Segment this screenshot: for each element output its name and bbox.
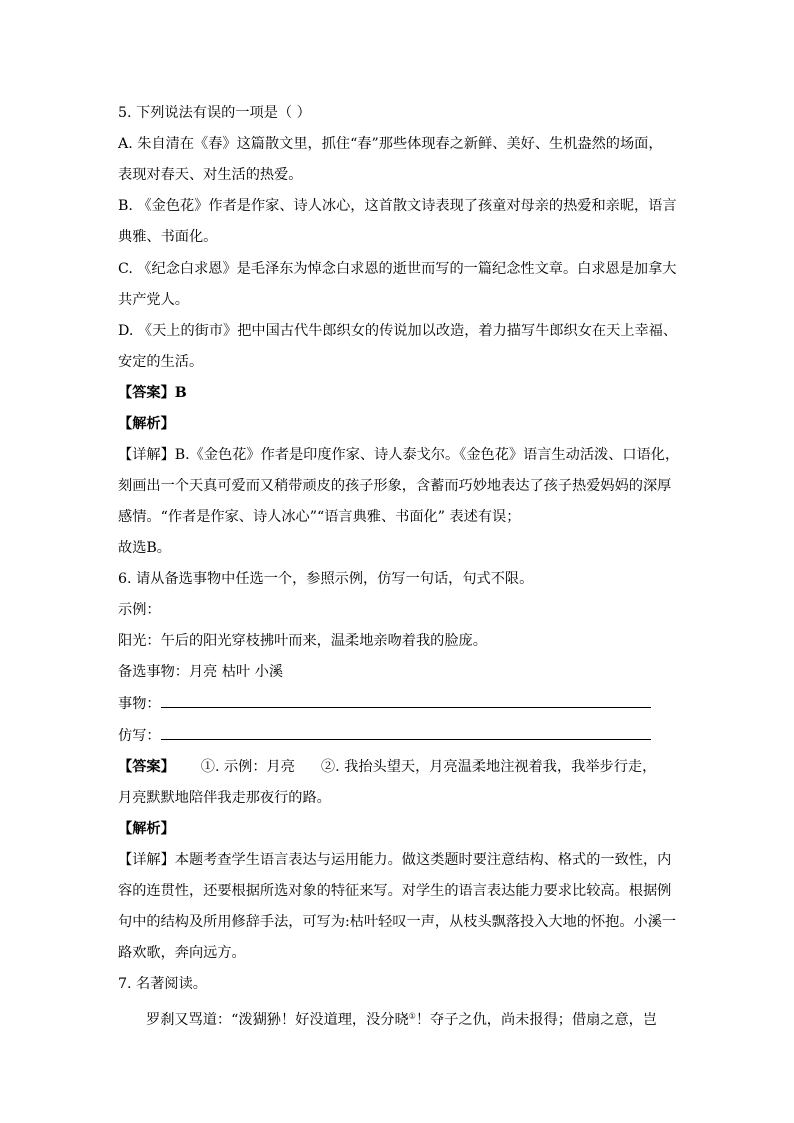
q6-analysis-heading: 【解析】	[118, 821, 175, 837]
q5-option-a-line2: 表现对春天、对生活的热爱。	[118, 167, 303, 183]
q6-answer-label: 【答案】	[118, 759, 175, 775]
q5-answer: 【答案】B	[118, 385, 187, 401]
q6-item-row	[118, 693, 678, 714]
q5-detail-line3: 感情。“作者是作家、诗人冰心”“语言典雅、书面化” 表述有误；	[118, 509, 521, 525]
q7-passage-line1	[146, 1010, 706, 1030]
q5-conclusion: 故选B。	[118, 540, 171, 556]
q5-detail-line1: 【详解】B.《金色花》作者是印度作家、诗人泰戈尔。《金色花》语言生动活泼、口语化，	[118, 447, 680, 463]
q6-imitate-label: 仿写：	[118, 728, 161, 744]
q5-option-a-line1: A. 朱自清在《春》这篇散文里，抓住“春”那些体现春之新鲜、美好、生机盎然的场面，	[118, 136, 663, 152]
q6-example: 阳光：午后的阳光穿枝拂叶而来，温柔地亲吻着我的脸庞。	[118, 633, 487, 649]
q5-stem: 5. 下列说法有误的一项是（ ）	[118, 105, 311, 121]
q6-answer-part1: ①. 示例：月亮	[200, 759, 295, 775]
q6-answer-line2: 月亮默默地陪伴我走那夜行的路。	[118, 790, 331, 806]
q5-detail-line2: 刻画出一个天真可爱而又稍带顽皮的孩子形象，含蓄而巧妙地表达了孩子热爱妈妈的深厚	[118, 478, 672, 494]
q7-stem: 7. 名著阅读。	[118, 976, 207, 992]
q7-passage-start: 罗刹又骂道：“泼猢狲！好没道理，没分晓	[146, 1012, 409, 1028]
q6-detail-line4: 路欢歌，奔向远方。	[118, 945, 246, 961]
q5-option-c-line2: 共产党人。	[118, 292, 189, 308]
q6-detail-line3: 句中的结构及所用修辞手法，可写为:枯叶轻叹一声，从枝头飘落投入大地的怀抱。小溪一	[118, 914, 677, 930]
q6-imitate-blank[interactable]	[161, 725, 651, 740]
q5-option-b-line2: 典雅、书面化。	[118, 229, 218, 245]
q6-stem: 6. 请从备选事物中任选一个，参照示例，仿写一句话，句式不限。	[118, 571, 534, 587]
q6-example-label: 示例：	[118, 602, 161, 618]
q5-option-c-line1: C. 《纪念白求恩》是毛泽东为悼念白求恩的逝世而写的一篇纪念性文章。白求恩是加拿大	[118, 261, 677, 277]
q6-item-blank[interactable]	[161, 693, 651, 708]
q5-option-b-line1: B. 《金色花》作者是作家、诗人冰心，这首散文诗表现了孩童对母亲的热爱和亲昵，语言	[118, 198, 677, 214]
q6-detail-line2: 容的连贯性，还要根据所选对象的特征来写。对学生的语言表达能力要求比较高。根据例	[118, 883, 672, 899]
q5-analysis-heading: 【解析】	[118, 416, 175, 432]
q6-options: 备选事物：月亮 枯叶 小溪	[118, 664, 284, 680]
q6-answer-part2: ②. 我抬头望天，月亮温柔地注视着我，我举步行走，	[320, 759, 657, 775]
q6-answer-row	[118, 757, 678, 777]
footnote-marker: ①	[408, 1011, 416, 1021]
q7-passage-end: ！夺子之仇，尚未报得；借扇之意，岂	[415, 1012, 658, 1028]
q5-option-d-line2: 安定的生活。	[118, 354, 204, 370]
q6-item-label: 事物：	[118, 696, 161, 712]
q6-imitate-row	[118, 725, 678, 746]
q5-option-d-line1: D. 《天上的街市》把中国古代牛郎织女的传说加以改造，着力描写牛郎织女在天上幸福、	[118, 323, 678, 339]
q6-detail-line1: 【详解】本题考查学生语言表达与运用能力。做这类题时要注意结构、格式的一致性，内	[118, 852, 672, 868]
